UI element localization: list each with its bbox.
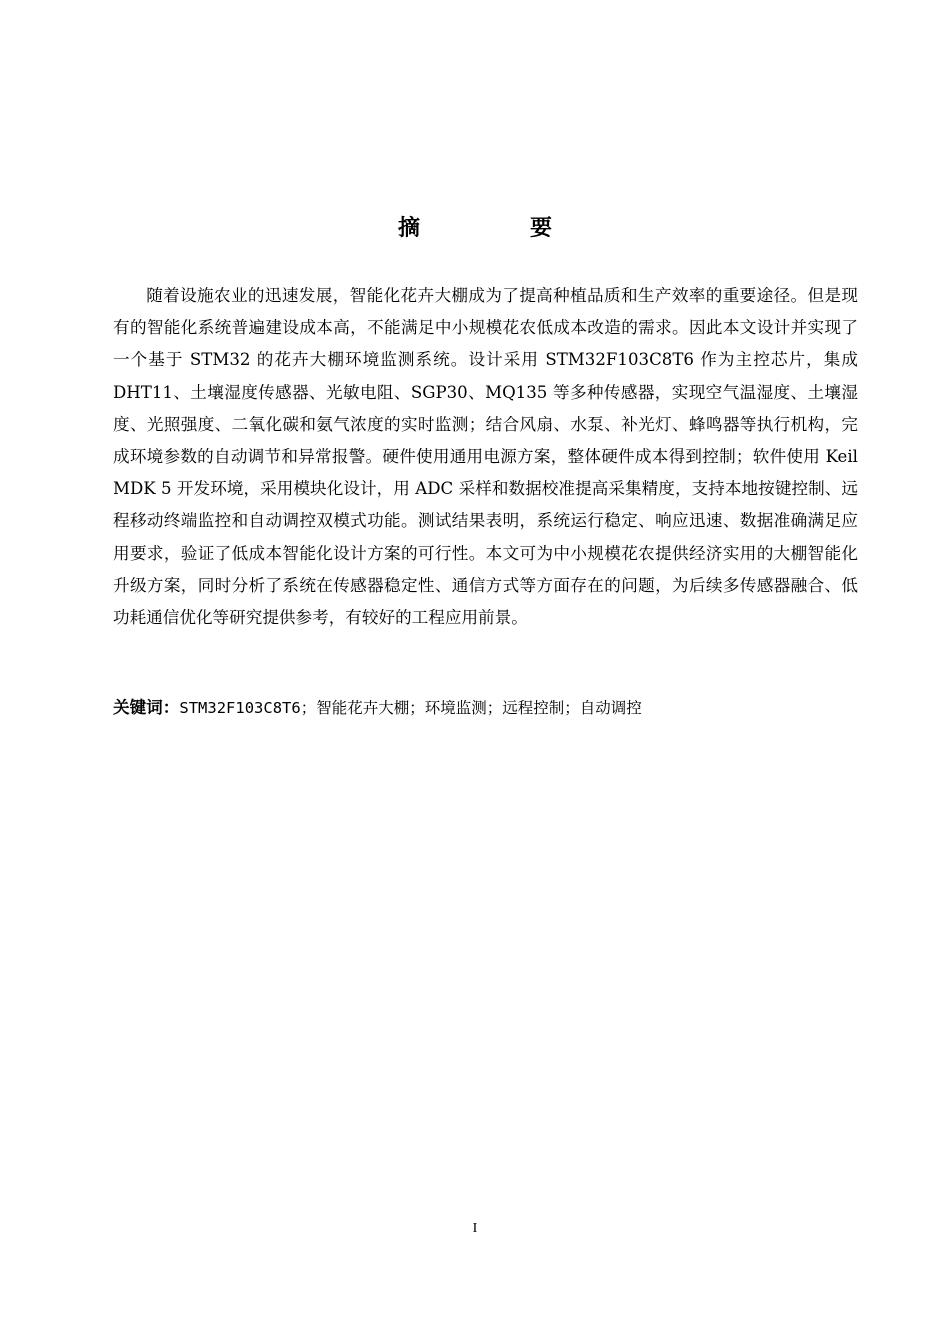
keywords-text: STM32F103C8T6；智能花卉大棚；环境监测；远程控制；自动调控	[179, 699, 642, 717]
abstract-body: 随着设施农业的迅速发展，智能化花卉大棚成为了提高种植品质和生产效率的重要途径。但是现有的智能化系统普遍建设成本高，不能满足中小规模花农低成本改造的需求。因此本文设计并实现了一个基于 STM32 的花卉大棚环境监测系统。设计采用 STM32F103C8T6 作为主控芯片，集成 DHT11、土壤湿度传感器、光敏电阻、SGP30、MQ135 等多种传感器，实现空气温湿度、土壤湿度、光照强度、二氧化碳和氨气浓度的实时监测；结合风扇、水泵、补光灯、蜂鸣器等执行机构，完成环境参数的自动调节和异常报警。硬件使用通用电源方案，整体硬件成本得到控制；软件使用 Keil MDK 5 开发环境，采用模块化设计，用 ADC 采样和数据校准提高采集精度，支持本地按键控制、远程移动终端监控和自动调控双模式功能。测试结果表明，系统运行稳定、响应迅速、数据准确满足应用要求，验证了低成本智能化设计方案的可行性。本文可为中小规模花农提供经济实用的大棚智能化升级方案，同时分析了系统在传感器稳定性、通信方式等方面存在的问题，为后续多传感器融合、低功耗通信优化等研究提供参考，有较好的工程应用前景。	[113, 286, 858, 628]
page-number: I	[472, 1221, 478, 1236]
keywords-line	[113, 692, 858, 724]
keywords-label: 关键词：	[113, 698, 180, 717]
abstract-title: 摘 要	[397, 216, 596, 241]
